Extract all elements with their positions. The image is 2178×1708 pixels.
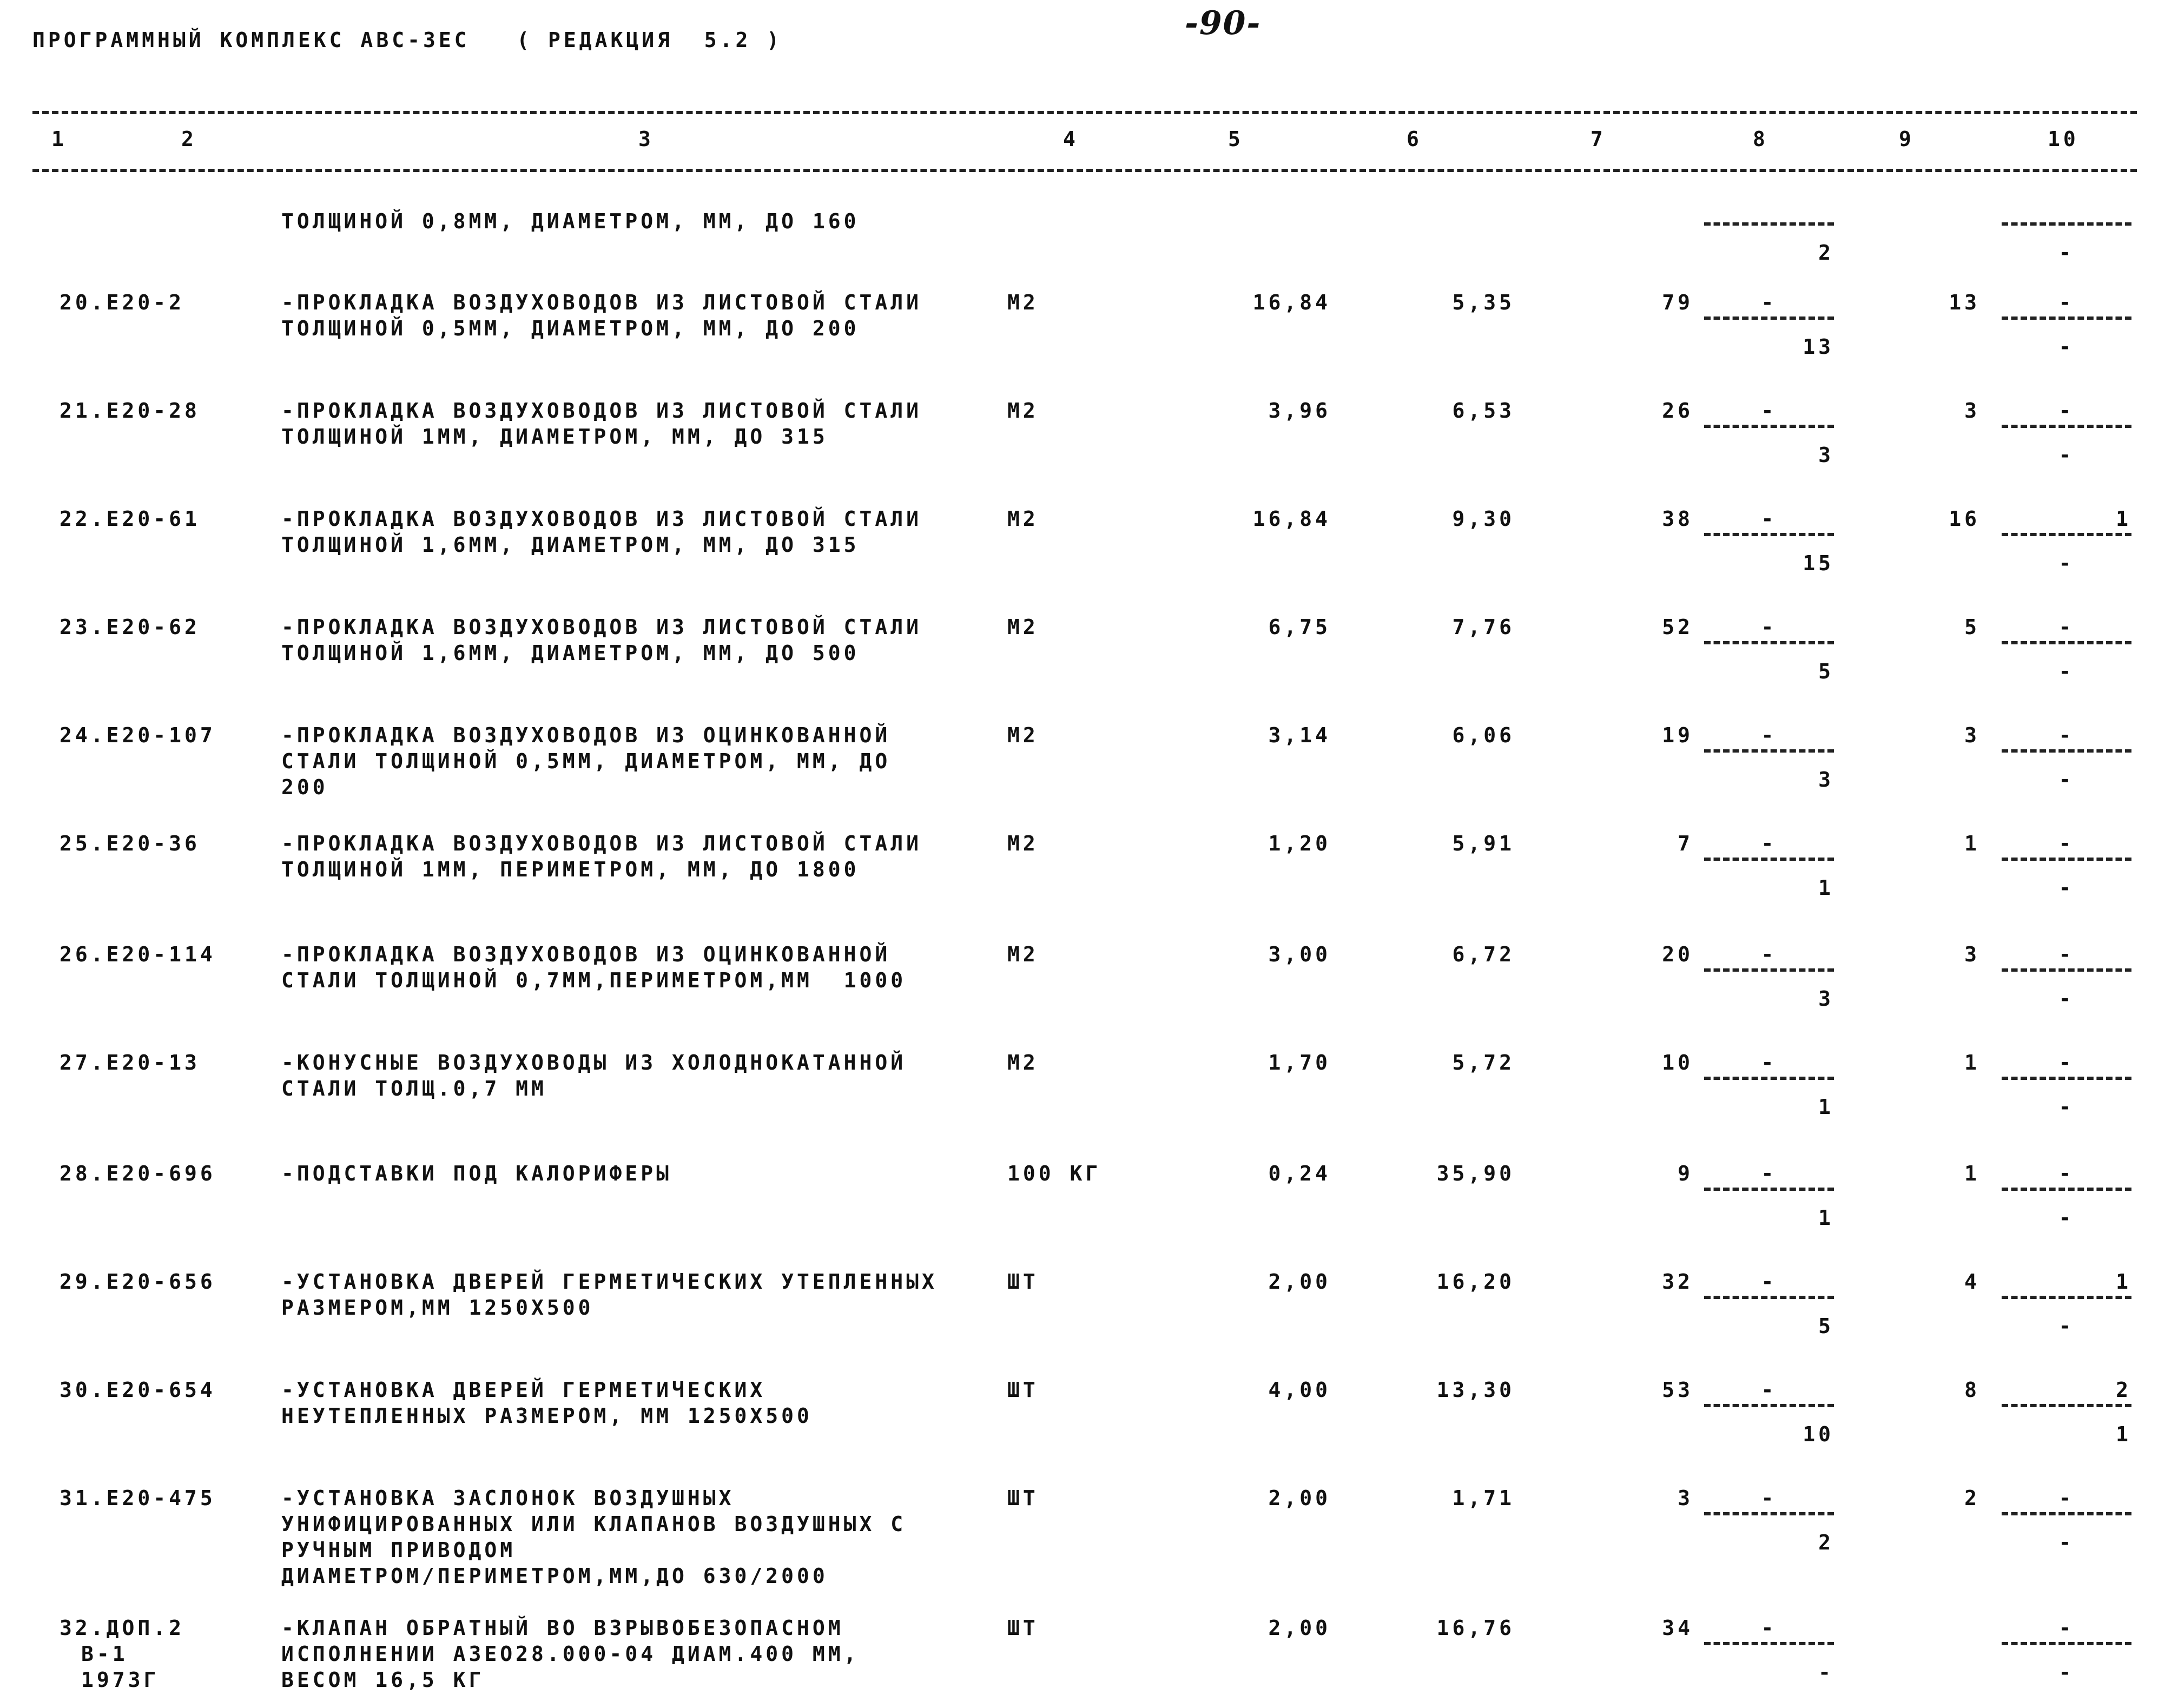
row-quantity: 16,84 (1252, 507, 1331, 531)
col8-bottom: 15 (1803, 551, 1834, 575)
fraction-line (2002, 222, 2131, 226)
fraction-line (1704, 858, 1834, 861)
row-unit: М2 (1007, 615, 1039, 639)
col8-top: - (1761, 507, 1777, 531)
row-quantity: 3,14 (1268, 723, 1331, 747)
row-col7: 10 (1662, 1051, 1693, 1074)
row-quantity: 4,00 (1268, 1378, 1331, 1402)
fraction-line (1704, 1642, 1834, 1645)
row-unit-price: 1,71 (1452, 1486, 1515, 1510)
row-col9: 3 (1964, 942, 1980, 966)
row-quantity: 0,24 (1268, 1162, 1331, 1185)
row-description-line: СТАЛИ ТОЛЩ.0,7 ММ (281, 1077, 547, 1100)
row-description-line: 200 (281, 775, 328, 799)
row-col9: 3 (1964, 399, 1980, 423)
row-code: 31.Е20-475 (60, 1486, 216, 1510)
row-unit-price: 9,30 (1452, 507, 1515, 531)
col10-bottom: - (2058, 335, 2075, 359)
row-description-line: РУЧНЫМ ПРИВОДОМ (281, 1538, 516, 1562)
row-unit: М2 (1007, 832, 1039, 855)
continuation-desc: ТОЛЩИНОЙ 0,8ММ, ДИАМЕТРОМ, ММ, ДО 160 (281, 209, 860, 233)
row-code: 27.Е20-13 (60, 1051, 200, 1074)
fraction-line (1704, 1512, 1834, 1515)
row-col7: 79 (1662, 291, 1693, 314)
row-code: 20.Е20-2 (60, 291, 185, 314)
fraction-line (2002, 1077, 2131, 1080)
row-description-line: НЕУТЕПЛЕННЫХ РАЗМЕРОМ, ММ 1250Х500 (281, 1404, 813, 1428)
row-description-line: СТАЛИ ТОЛЩИНОЙ 0,5ММ, ДИАМЕТРОМ, ММ, ДО (281, 749, 891, 773)
col-num-3: 3 (638, 127, 654, 151)
page-number: -90- (1185, 4, 1262, 42)
row-col9: 2 (1964, 1486, 1980, 1510)
fraction-line (1704, 1077, 1834, 1080)
fraction-line (2002, 533, 2131, 536)
fraction-line (1704, 968, 1834, 972)
col-num-4: 4 (1063, 127, 1079, 151)
row-description-line: -ПРОКЛАДКА ВОЗДУХОВОДОВ ИЗ ЛИСТОВОЙ СТАЛИ (281, 832, 922, 855)
row-description-line: ВЕСОМ 16,5 КГ (281, 1668, 485, 1692)
col8-bottom: 3 (1818, 443, 1834, 467)
row-description-line: ТОЛЩИНОЙ 0,5ММ, ДИАМЕТРОМ, ММ, ДО 200 (281, 316, 860, 340)
col8-bottom: - (1818, 1660, 1834, 1684)
fraction-line (2002, 1512, 2131, 1515)
col10-bottom: - (2058, 987, 2075, 1011)
fraction-line (2002, 425, 2131, 428)
row-quantity: 2,00 (1268, 1486, 1331, 1510)
col10-bottom: - (2058, 876, 2075, 900)
row-code-line3: 1973Г (81, 1668, 160, 1692)
col10-bottom: - (2058, 1206, 2075, 1230)
row-description-line: УНИФИЦИРОВАННЫХ ИЛИ КЛАПАНОВ ВОЗДУШНЫХ С (281, 1512, 907, 1536)
col8-bottom: 3 (1818, 987, 1834, 1011)
row-col7: 38 (1662, 507, 1693, 531)
row-description-line: -ПРОКЛАДКА ВОЗДУХОВОДОВ ИЗ ЛИСТОВОЙ СТАЛИ (281, 615, 922, 639)
row-unit: 100 КГ (1007, 1162, 1101, 1185)
row-unit-price: 5,91 (1452, 832, 1515, 855)
row-code: 32.ДОП.2 (60, 1616, 185, 1640)
row-unit: М2 (1007, 291, 1039, 314)
col-num-10: 10 (2048, 127, 2079, 151)
row-description-line: ДИАМЕТРОМ/ПЕРИМЕТРОМ,ММ,ДО 630/2000 (281, 1564, 828, 1588)
row-unit-price: 6,06 (1452, 723, 1515, 747)
row-quantity: 1,70 (1268, 1051, 1331, 1074)
col8-top: - (1761, 1270, 1777, 1294)
col8-top: - (1761, 723, 1777, 747)
row-unit-price: 16,20 (1436, 1270, 1515, 1294)
row-col9: 1 (1964, 832, 1980, 855)
fraction-line (2002, 1404, 2131, 1407)
row-description-line: ТОЛЩИНОЙ 1,6ММ, ДИАМЕТРОМ, ММ, ДО 500 (281, 641, 860, 665)
col8-top: - (1761, 1486, 1777, 1510)
col10-top: - (2058, 1486, 2075, 1510)
col10-bottom: - (2058, 551, 2075, 575)
row-quantity: 6,75 (1268, 615, 1331, 639)
row-col7: 26 (1662, 399, 1693, 423)
col8-top: - (1761, 942, 1777, 966)
col10-top: 1 (2116, 1270, 2131, 1294)
row-col7: 3 (1678, 1486, 1693, 1510)
row-code: 28.Е20-696 (60, 1162, 216, 1185)
row-code: 24.Е20-107 (60, 723, 216, 747)
fraction-line (2002, 1642, 2131, 1645)
row-description-line: РАЗМЕРОМ,ММ 1250Х500 (281, 1296, 594, 1320)
row-quantity: 3,00 (1268, 942, 1331, 966)
row-unit-price: 35,90 (1436, 1162, 1515, 1185)
fraction-line (1704, 222, 1834, 226)
row-code: 23.Е20-62 (60, 615, 200, 639)
row-unit: М2 (1007, 723, 1039, 747)
row-col7: 20 (1662, 942, 1693, 966)
col10-top: - (2058, 291, 2075, 314)
col8-bottom: 5 (1818, 660, 1834, 683)
row-description-line: -УСТАНОВКА ДВЕРЕЙ ГЕРМЕТИЧЕСКИХ УТЕПЛЕННЫХ (281, 1270, 938, 1294)
row-unit: ШТ (1007, 1270, 1039, 1294)
col10-bottom: - (2058, 241, 2075, 265)
col8-bottom: 1 (1818, 1206, 1834, 1230)
col8-top: - (1761, 291, 1777, 314)
row-col7: 9 (1678, 1162, 1693, 1185)
row-col9: 5 (1964, 615, 1980, 639)
row-code-line2: В-1 (81, 1642, 128, 1666)
row-description-line: СТАЛИ ТОЛЩИНОЙ 0,7ММ,ПЕРИМЕТРОМ,ММ 1000 (281, 968, 907, 992)
col10-top: - (2058, 942, 2075, 966)
row-description-line: -ПРОКЛАДКА ВОЗДУХОВОДОВ ИЗ ЛИСТОВОЙ СТАЛИ (281, 291, 922, 314)
row-code: 21.Е20-28 (60, 399, 200, 423)
row-col7: 19 (1662, 723, 1693, 747)
row-unit: ШТ (1007, 1486, 1039, 1510)
row-quantity: 16,84 (1252, 291, 1331, 314)
row-unit: М2 (1007, 942, 1039, 966)
row-code: 29.Е20-656 (60, 1270, 216, 1294)
row-quantity: 1,20 (1268, 832, 1331, 855)
col10-bottom: - (2058, 1095, 2075, 1119)
row-code: 25.Е20-36 (60, 832, 200, 855)
col8-top: - (1761, 1162, 1777, 1185)
fraction-line (2002, 316, 2131, 320)
row-unit: М2 (1007, 507, 1039, 531)
col10-top: - (2058, 1051, 2075, 1074)
fraction-line (2002, 641, 2131, 644)
col10-top: - (2058, 399, 2075, 423)
row-description-line: -ПРОКЛАДКА ВОЗДУХОВОДОВ ИЗ ЛИСТОВОЙ СТАЛИ (281, 507, 922, 531)
row-description-line: -ПРОКЛАДКА ВОЗДУХОВОДОВ ИЗ ОЦИНКОВАННОЙ (281, 942, 891, 966)
col8-bottom: 2 (1818, 241, 1834, 265)
row-unit-price: 5,72 (1452, 1051, 1515, 1074)
fraction-line (1704, 1404, 1834, 1407)
row-description-line: -УСТАНОВКА ЗАСЛОНОК ВОЗДУШНЫХ (281, 1486, 735, 1510)
row-unit-price: 13,30 (1436, 1378, 1515, 1402)
col10-bottom: - (2058, 768, 2075, 792)
col8-top: - (1761, 1051, 1777, 1074)
row-quantity: 2,00 (1268, 1270, 1331, 1294)
row-description-line: -КЛАПАН ОБРАТНЫЙ ВО ВЗРЫВОБЕЗОПАСНОМ (281, 1616, 844, 1640)
col8-top: - (1761, 1378, 1777, 1402)
row-description-line: -ПРОКЛАДКА ВОЗДУХОВОДОВ ИЗ ОЦИНКОВАННОЙ (281, 723, 891, 747)
col10-bottom: - (2058, 660, 2075, 683)
col8-top: - (1761, 615, 1777, 639)
col-num-6: 6 (1407, 127, 1422, 151)
fraction-line (2002, 1296, 2131, 1299)
col10-top: - (2058, 615, 2075, 639)
row-col7: 34 (1662, 1616, 1693, 1640)
col10-bottom: 1 (2116, 1422, 2131, 1446)
col-num-2: 2 (181, 127, 197, 151)
fraction-line (1704, 533, 1834, 536)
col10-top: - (2058, 723, 2075, 747)
row-code: 26.Е20-114 (60, 942, 216, 966)
row-col9: 1 (1964, 1051, 1980, 1074)
row-unit: М2 (1007, 399, 1039, 423)
document-title: ПРОГРАММНЫЙ КОМПЛЕКС АВС-3ЕС ( РЕДАКЦИЯ 5.2 ) (32, 28, 783, 52)
row-description-line: ИСПОЛНЕНИИ АЗЕО28.000-04 ДИАМ.400 ММ, (281, 1642, 860, 1666)
col8-bottom: 10 (1803, 1422, 1834, 1446)
top-rule (32, 111, 2137, 114)
row-col7: 52 (1662, 615, 1693, 639)
row-col7: 53 (1662, 1378, 1693, 1402)
col10-bottom: - (2058, 1660, 2075, 1684)
col10-top: 2 (2116, 1378, 2131, 1402)
fraction-line (2002, 749, 2131, 753)
col10-bottom: - (2058, 1314, 2075, 1338)
fraction-line (1704, 641, 1834, 644)
row-quantity: 2,00 (1268, 1616, 1331, 1640)
row-unit-price: 6,53 (1452, 399, 1515, 423)
col8-bottom: 1 (1818, 1095, 1834, 1119)
row-description-line: -ПРОКЛАДКА ВОЗДУХОВОДОВ ИЗ ЛИСТОВОЙ СТАЛИ (281, 399, 922, 423)
fraction-line (2002, 968, 2131, 972)
fraction-line (2002, 1188, 2131, 1191)
row-description-line: ТОЛЩИНОЙ 1ММ, ПЕРИМЕТРОМ, ММ, ДО 1800 (281, 858, 860, 881)
row-unit-price: 7,76 (1452, 615, 1515, 639)
header-bottom-rule (32, 169, 2137, 172)
row-unit: М2 (1007, 1051, 1039, 1074)
row-col9: 8 (1964, 1378, 1980, 1402)
row-col9: 1 (1964, 1162, 1980, 1185)
fraction-line (1704, 425, 1834, 428)
col-num-7: 7 (1590, 127, 1606, 151)
fraction-line (1704, 1296, 1834, 1299)
row-unit-price: 6,72 (1452, 942, 1515, 966)
col10-top: 1 (2116, 507, 2131, 531)
row-quantity: 3,96 (1268, 399, 1331, 423)
col8-top: - (1761, 1616, 1777, 1640)
row-unit-price: 5,35 (1452, 291, 1515, 314)
row-col9: 4 (1964, 1270, 1980, 1294)
row-col7: 7 (1678, 832, 1693, 855)
row-code: 30.Е20-654 (60, 1378, 216, 1402)
col8-bottom: 13 (1803, 335, 1834, 359)
col8-top: - (1761, 832, 1777, 855)
col10-top: - (2058, 1162, 2075, 1185)
row-description-line: -ПОДСТАВКИ ПОД КАЛОРИФЕРЫ (281, 1162, 672, 1185)
row-col7: 32 (1662, 1270, 1693, 1294)
row-description-line: -УСТАНОВКА ДВЕРЕЙ ГЕРМЕТИЧЕСКИХ (281, 1378, 766, 1402)
row-unit-price: 16,76 (1436, 1616, 1515, 1640)
row-col9: 16 (1949, 507, 1980, 531)
col10-bottom: - (2058, 1531, 2075, 1554)
fraction-line (1704, 749, 1834, 753)
row-description-line: -КОНУСНЫЕ ВОЗДУХОВОДЫ ИЗ ХОЛОДНОКАТАННОЙ (281, 1051, 907, 1074)
col-num-8: 8 (1753, 127, 1768, 151)
col-num-5: 5 (1228, 127, 1244, 151)
row-description-line: ТОЛЩИНОЙ 1,6ММ, ДИАМЕТРОМ, ММ, ДО 315 (281, 533, 860, 557)
col8-top: - (1761, 399, 1777, 423)
fraction-line (2002, 858, 2131, 861)
row-col9: 13 (1949, 291, 1980, 314)
col-num-9: 9 (1899, 127, 1915, 151)
col10-top: - (2058, 1616, 2075, 1640)
row-col9: 3 (1964, 723, 1980, 747)
row-unit: ШТ (1007, 1616, 1039, 1640)
row-unit: ШТ (1007, 1378, 1039, 1402)
col8-bottom: 3 (1818, 768, 1834, 792)
fraction-line (1704, 316, 1834, 320)
row-description-line: ТОЛЩИНОЙ 1ММ, ДИАМЕТРОМ, ММ, ДО 315 (281, 425, 828, 449)
col10-bottom: - (2058, 443, 2075, 467)
col8-bottom: 1 (1818, 876, 1834, 900)
fraction-line (1704, 1188, 1834, 1191)
col-num-1: 1 (51, 127, 67, 151)
col8-bottom: 5 (1818, 1314, 1834, 1338)
col8-bottom: 2 (1818, 1531, 1834, 1554)
col10-top: - (2058, 832, 2075, 855)
row-code: 22.Е20-61 (60, 507, 200, 531)
